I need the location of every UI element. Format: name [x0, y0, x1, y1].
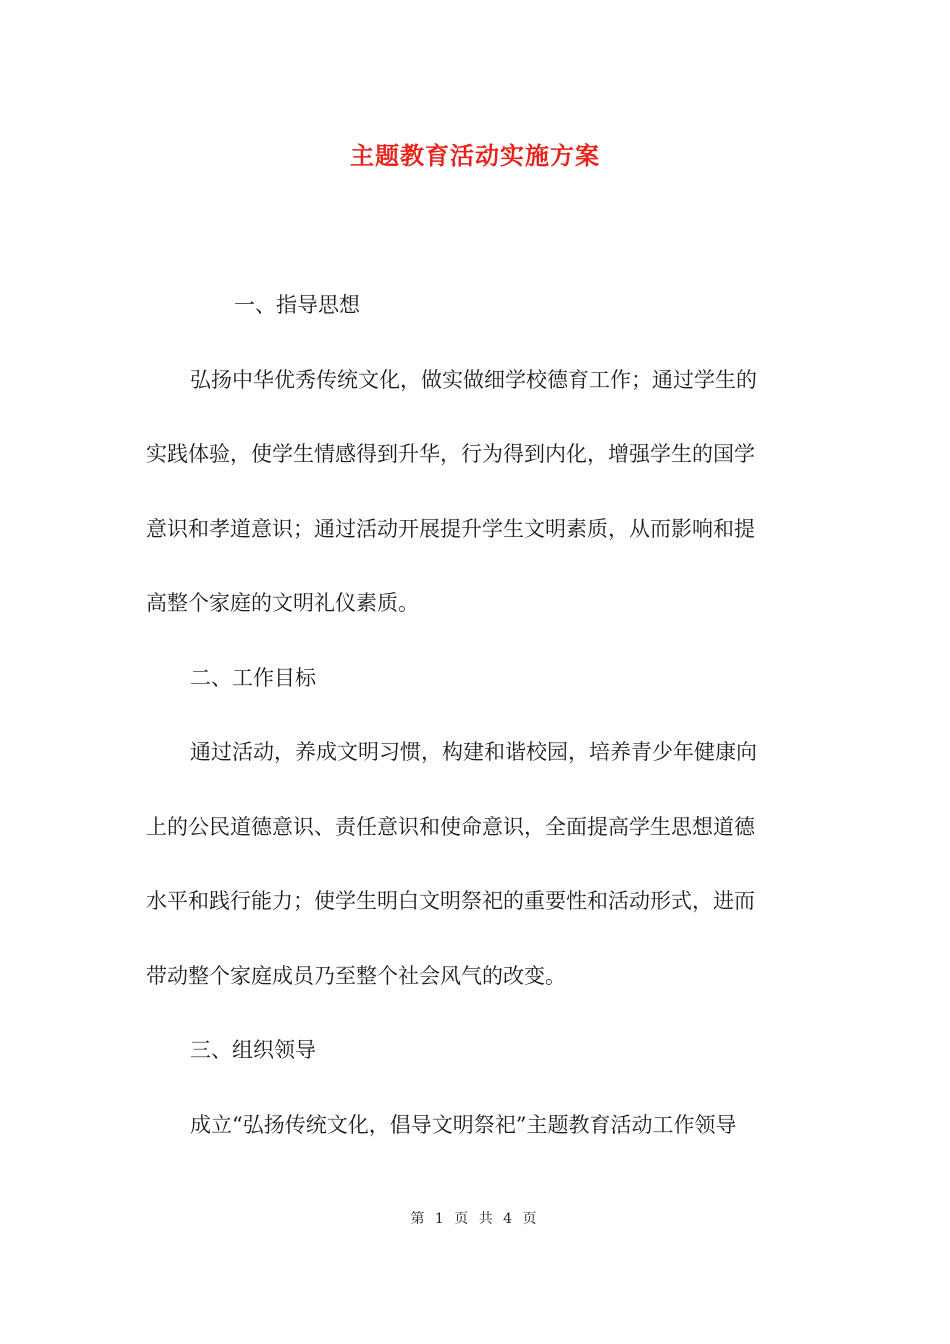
document-body	[146, 268, 806, 1162]
section-heading: 一、指导思想	[234, 293, 360, 317]
section-heading: 二、工作目标	[190, 665, 316, 690]
paragraph-line: 成立“弘扬传统文化，倡导文明祭祀”主题教育活动工作领导	[190, 1112, 737, 1137]
document-title: 主题教育活动实施方案	[350, 141, 600, 170]
page-footer: 第 1 页 共 4 页	[410, 1211, 540, 1227]
paragraph-line: 水平和践行能力；使学生明白文明祭祀的重要性和活动形式，进而	[146, 889, 755, 913]
paragraph-line: 弘扬中华优秀传统文化，做实做细学校德育工作；通过学生的	[190, 367, 757, 392]
paragraph-line: 高整个家庭的文明礼仪素质。	[146, 591, 419, 615]
paragraph-line: 实践体验，使学生情感得到升华，行为得到内化，增强学生的国学	[146, 442, 755, 466]
paragraph-line: 意识和孝道意识；通过活动开展提升学生文明素质，从而影响和提	[146, 516, 755, 541]
paragraph-line: 上的公民道德意识、责任意识和使命意识，全面提高学生思想道德	[146, 814, 755, 839]
section-heading: 三、组织领导	[190, 1038, 316, 1062]
paragraph-line: 通过活动，养成文明习惯，构建和谐校园，培养青少年健康向	[190, 740, 757, 764]
paragraph-line: 带动整个家庭成员乃至整个社会风气的改变。	[146, 963, 566, 988]
